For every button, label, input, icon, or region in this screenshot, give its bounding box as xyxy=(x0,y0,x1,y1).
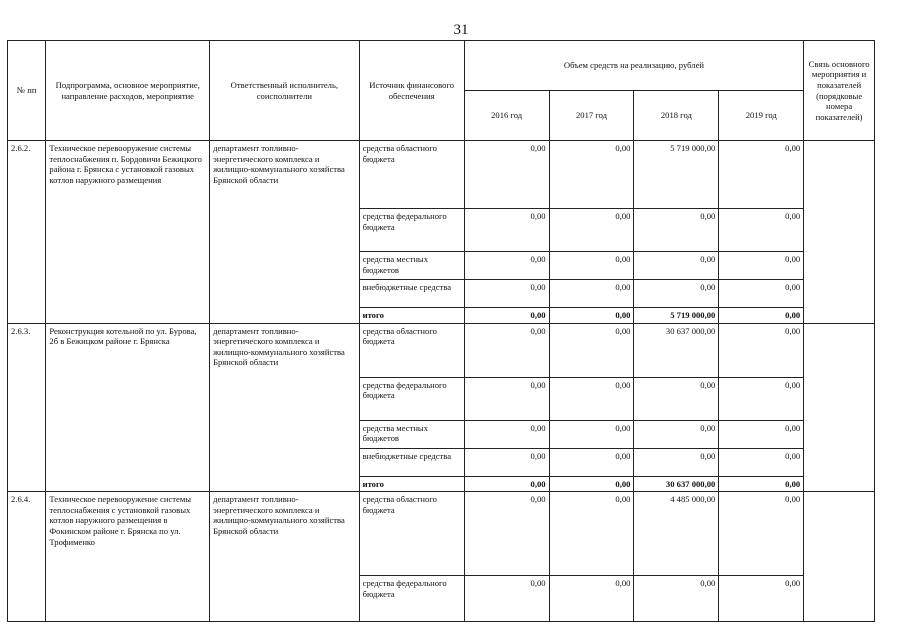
link-cell xyxy=(804,323,875,492)
total-value: 5 719 000,00 xyxy=(634,308,719,324)
value-cell: 0,00 xyxy=(464,209,549,252)
value-cell: 0,00 xyxy=(634,209,719,252)
source-label: средства федерального бюджета xyxy=(359,209,464,252)
total-label: итого xyxy=(359,476,464,492)
program-name: Техническое перевооружение системы теплоснабжения п. Бордовичи Бежицкого района г. Брянска с установкой газовых котлов наружного размещения xyxy=(46,141,210,324)
value-cell: 0,00 xyxy=(464,576,549,622)
value-cell: 0,00 xyxy=(719,448,804,476)
value-cell: 0,00 xyxy=(634,420,719,448)
total-value: 0,00 xyxy=(549,476,634,492)
financing-table xyxy=(7,40,875,622)
value-cell: 0,00 xyxy=(549,377,634,420)
table-row xyxy=(8,141,875,209)
header-year: 2019 год xyxy=(719,91,804,141)
total-value: 0,00 xyxy=(464,476,549,492)
source-label: средства областного бюджета xyxy=(359,141,464,209)
total-label: итого xyxy=(359,308,464,324)
value-cell: 0,00 xyxy=(719,280,804,308)
value-cell: 0,00 xyxy=(634,280,719,308)
value-cell: 0,00 xyxy=(464,252,549,280)
value-cell: 0,00 xyxy=(719,377,804,420)
value-cell: 0,00 xyxy=(549,323,634,377)
value-cell: 0,00 xyxy=(549,141,634,209)
value-cell: 0,00 xyxy=(464,492,549,576)
value-cell: 0,00 xyxy=(464,448,549,476)
value-cell: 0,00 xyxy=(464,420,549,448)
value-cell: 5 719 000,00 xyxy=(634,141,719,209)
row-number: 2.6.3. xyxy=(8,323,46,492)
value-cell: 0,00 xyxy=(549,280,634,308)
value-cell: 0,00 xyxy=(634,448,719,476)
source-label: внебюджетные средства xyxy=(359,280,464,308)
program-name: Техническое перевооружение системы теплоснабжения с установкой газовых котлов наружного размещения в Фокинском районе г. Брянска по ул. Трофименко xyxy=(46,492,210,622)
responsible-executor: департамент топливно-энергетического комплекса и жилищно-коммунального хозяйства Брянской области xyxy=(210,141,360,324)
total-value: 30 637 000,00 xyxy=(634,476,719,492)
value-cell: 0,00 xyxy=(719,323,804,377)
header-year: 2016 год xyxy=(464,91,549,141)
value-cell: 0,00 xyxy=(549,448,634,476)
value-cell: 0,00 xyxy=(464,377,549,420)
total-value: 0,00 xyxy=(464,308,549,324)
value-cell: 0,00 xyxy=(719,576,804,622)
table-row xyxy=(8,323,875,377)
header-num: № пп xyxy=(8,41,46,141)
header-volume: Объем средств на реализацию, рублей xyxy=(464,41,804,91)
value-cell: 0,00 xyxy=(634,576,719,622)
header-link: Связь основного мероприятия и показателей (порядковые номера показателей) xyxy=(804,41,875,141)
source-label: средства местных бюджетов xyxy=(359,420,464,448)
source-label: средства местных бюджетов xyxy=(359,252,464,280)
header-source: Источник финансового обеспечения xyxy=(359,41,464,141)
responsible-executor: департамент топливно-энергетического комплекса и жилищно-коммунального хозяйства Брянской области xyxy=(210,323,360,492)
value-cell: 0,00 xyxy=(719,141,804,209)
link-cell xyxy=(804,141,875,324)
value-cell: 0,00 xyxy=(719,420,804,448)
source-label: внебюджетные средства xyxy=(359,448,464,476)
value-cell: 0,00 xyxy=(549,576,634,622)
value-cell: 0,00 xyxy=(634,377,719,420)
source-label: средства областного бюджета xyxy=(359,323,464,377)
row-number: 2.6.2. xyxy=(8,141,46,324)
total-value: 0,00 xyxy=(549,308,634,324)
value-cell: 0,00 xyxy=(549,209,634,252)
value-cell: 30 637 000,00 xyxy=(634,323,719,377)
table-row xyxy=(8,492,875,576)
value-cell: 0,00 xyxy=(464,323,549,377)
value-cell: 0,00 xyxy=(719,252,804,280)
page-number: 31 xyxy=(453,22,469,38)
value-cell: 0,00 xyxy=(719,492,804,576)
value-cell: 0,00 xyxy=(719,209,804,252)
value-cell: 0,00 xyxy=(634,252,719,280)
header-program: Подпрограмма, основное мероприятие, направление расходов, мероприятие xyxy=(46,41,210,141)
source-label: средства областного бюджета xyxy=(359,492,464,576)
value-cell: 0,00 xyxy=(464,280,549,308)
value-cell: 0,00 xyxy=(549,420,634,448)
total-value: 0,00 xyxy=(719,476,804,492)
value-cell: 0,00 xyxy=(464,141,549,209)
link-cell xyxy=(804,492,875,622)
value-cell: 0,00 xyxy=(549,252,634,280)
program-name: Реконструкция котельной по ул. Бурова, 2б в Бежицком районе г. Брянска xyxy=(46,323,210,492)
source-label: средства федерального бюджета xyxy=(359,377,464,420)
row-number: 2.6.4. xyxy=(8,492,46,622)
value-cell: 4 485 000,00 xyxy=(634,492,719,576)
source-label: средства федерального бюджета xyxy=(359,576,464,622)
header-year: 2018 год xyxy=(634,91,719,141)
value-cell: 0,00 xyxy=(549,492,634,576)
header-responsible: Ответственный исполнитель, соисполнители xyxy=(210,41,360,141)
header-year: 2017 год xyxy=(549,91,634,141)
responsible-executor: департамент топливно-энергетического комплекса и жилищно-коммунального хозяйства Брянской области xyxy=(210,492,360,622)
total-value: 0,00 xyxy=(719,308,804,324)
